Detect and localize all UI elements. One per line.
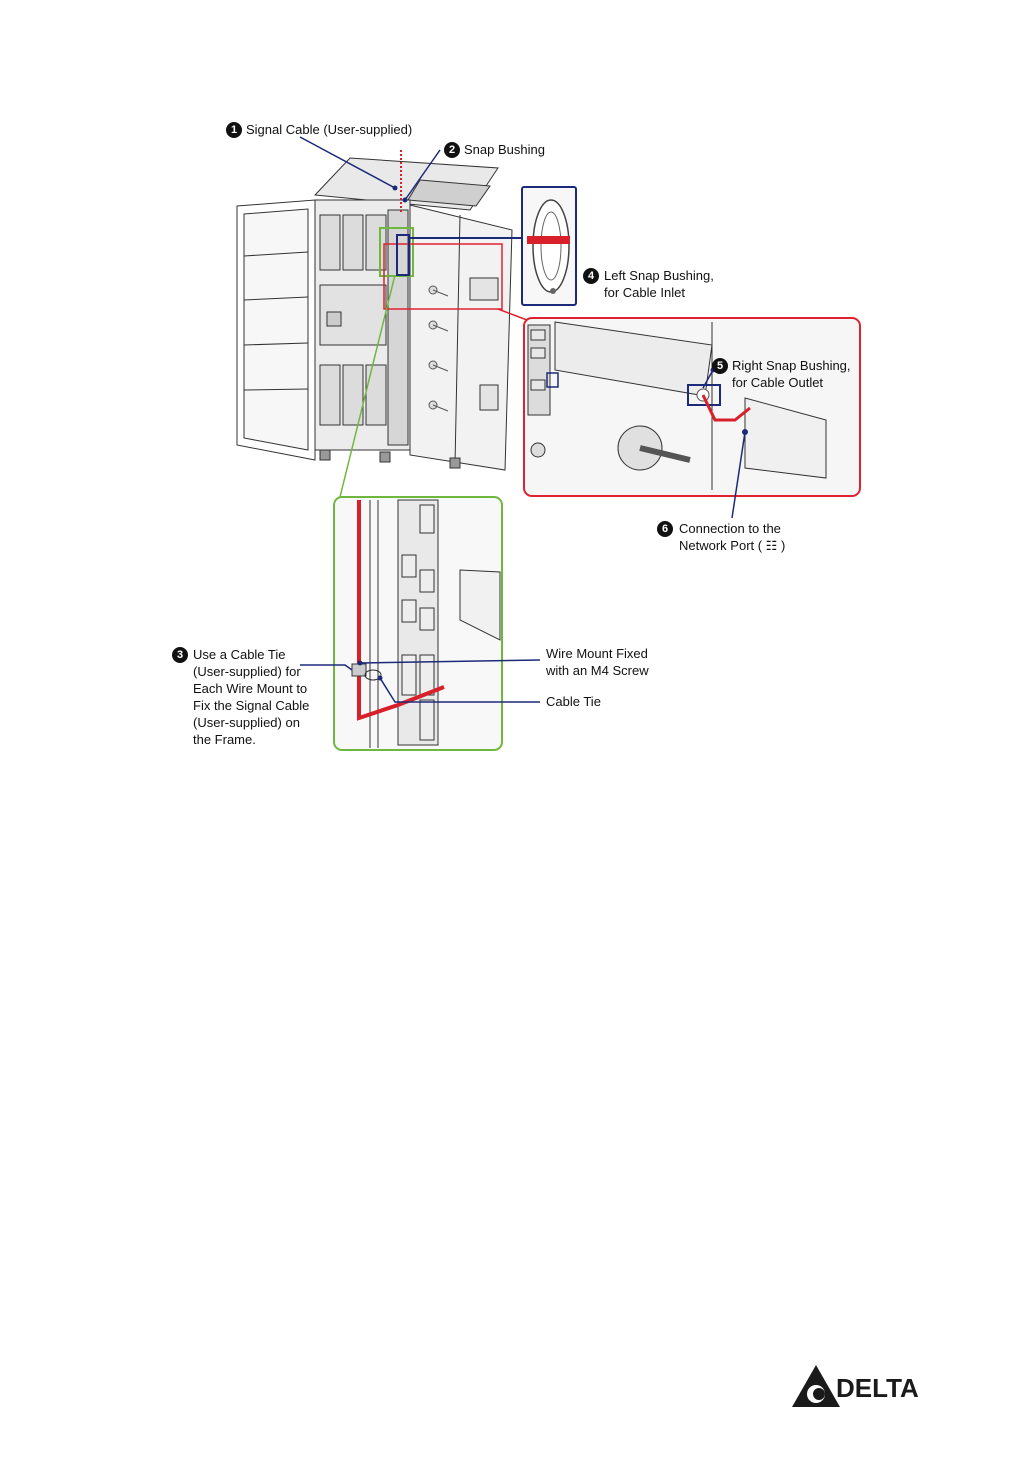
- callout-3-line-2: (User-supplied) for: [193, 664, 301, 679]
- callout-5-line-1: Right Snap Bushing,: [732, 358, 851, 373]
- wire-mount-label-line-2: with an M4 Screw: [546, 663, 649, 678]
- callout-6-line-1: Connection to the: [679, 521, 781, 536]
- wire-mount-label-line-1: Wire Mount Fixed: [546, 646, 648, 661]
- left-door-inner: [244, 209, 308, 450]
- cable-tie-label: Cable Tie: [546, 694, 601, 709]
- callout-3-line-3: Each Wire Mount to: [193, 681, 308, 696]
- callout-3-line-6: the Frame.: [193, 732, 256, 747]
- callout-2-text: Snap Bushing: [464, 142, 545, 157]
- callout-2: [444, 142, 545, 158]
- snap-bushing-icon: [533, 200, 569, 292]
- callout-6-badge: 6: [657, 521, 673, 537]
- callout-6-line-2: Network Port ( ☷ ): [679, 538, 786, 553]
- callout-6: [657, 521, 677, 537]
- callout-3-line-1: Use a Cable Tie: [193, 647, 286, 662]
- delta-logo-text: DELTA: [836, 1373, 919, 1403]
- callout-5: [712, 358, 732, 374]
- callout-3-badge: 3: [172, 647, 188, 663]
- callout-4-line-1: Left Snap Bushing,: [604, 268, 714, 283]
- callout-3: [172, 647, 192, 663]
- callout-1-badge: 1: [226, 122, 242, 138]
- callout-2-badge: 2: [444, 142, 460, 158]
- callout-5-badge: 5: [712, 358, 728, 374]
- callout-1: [226, 122, 412, 138]
- callout-4-line-2: for Cable Inlet: [604, 285, 685, 300]
- callout-3-line-5: (User-supplied) on: [193, 715, 300, 730]
- callout-4: [583, 268, 603, 284]
- callout-5-line-2: for Cable Outlet: [732, 375, 824, 390]
- ups-cabinet: [237, 158, 512, 470]
- callout-1-text: Signal Cable (User-supplied): [246, 122, 413, 137]
- callout-4-badge: 4: [583, 268, 599, 284]
- callout-3-line-4: Fix the Signal Cable: [193, 698, 310, 713]
